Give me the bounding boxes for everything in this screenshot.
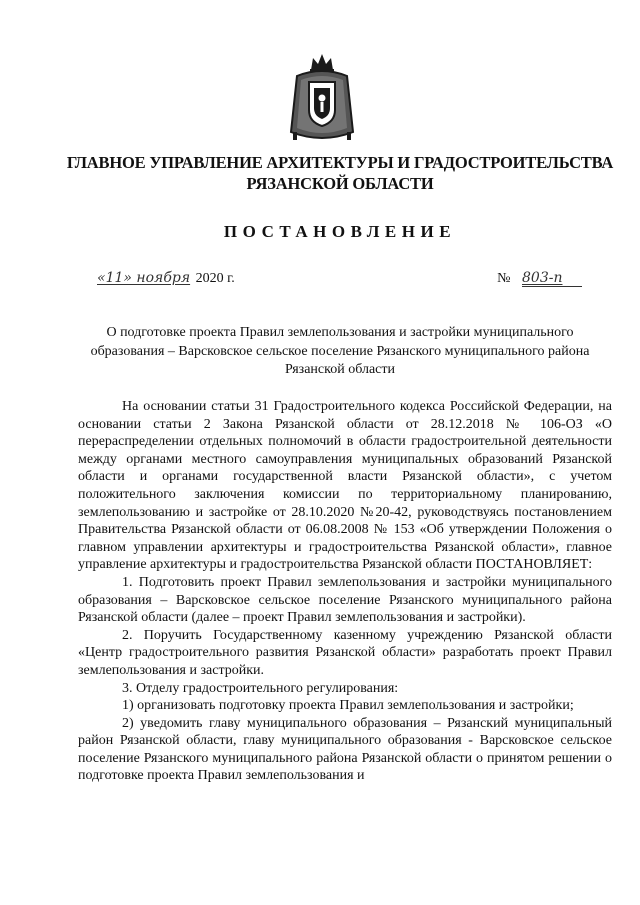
- document-number: [497, 270, 582, 287]
- coat-of-arms-icon: [289, 52, 355, 144]
- preamble-paragraph: На основании статьи 31 Градостроительного кодекса Российской Федерации, на основании статьи 2 Закона Рязанской области от 28.12.2018 № 106-ОЗ «О перераспределении отдельных полномочий в области градостроительной деятельности между органами местного самоуправления муниципальных образований Рязанской области и органами государственной власти Рязанской области», с учетом положительного заключения комиссии по территориальному планированию, землепользованию и застройке от 28.10.2020 №20-42, руководствуясь постановлением Правительства Рязанской области от 06.08.2008 № 153 «Об утверждении Положения о главном управлении архитектуры и градостроительства Рязанской области», главное управление архитектуры и градостроительства Рязанской области ПОСТАНОВЛЯЕТ:: [78, 399, 612, 573]
- document-subject: О подготовке проекта Правил землепользования и застройки муниципального образования – Варсковское сельское поселение Рязанского муниципального района Рязанской области: [90, 325, 590, 377]
- clause-2: 2. Поручить Государственному казенному учреждению Рязанской области «Центр градостроительного развития Рязанской области» разработать проект Правил землепользования и застройки.: [78, 627, 612, 678]
- number-label: №: [497, 271, 511, 286]
- clause-1: 1. Подготовить проект Правил землепользования и застройки муниципального образования – Варсковское сельское поселение Рязанского муниципального района Рязанской области (далее – проект Правил землепользования и застройки).: [78, 574, 612, 626]
- organization-title: [60, 152, 620, 194]
- document-date: [97, 270, 235, 287]
- document-type-heading: ПОСТАНОВЛЕНИЕ: [223, 222, 457, 241]
- organization-title-line1: ГЛАВНОЕ УПРАВЛЕНИЕ АРХИТЕКТУРЫ И ГРАДОСТРОИТЕЛЬСТВА: [66, 153, 614, 172]
- clause-3: 3. Отделу градостроительного регулирования:: [122, 680, 399, 696]
- document-body: [78, 398, 612, 785]
- clause-3-2: 2) уведомить главу муниципального образования – Рязанский муниципальный район Рязанской области, главу муниципального образования - Варсковское сельское поселение Рязанского муниципального района Рязанской области о принятом решении о подготовке проекта Правил землепользования и: [78, 715, 612, 784]
- handwritten-date: «11» ноября: [97, 270, 191, 286]
- organization-title-line2: РЯЗАНСКОЙ ОБЛАСТИ: [246, 174, 434, 193]
- handwritten-number: 803-п: [522, 270, 582, 287]
- date-year: 2020 г.: [195, 271, 235, 286]
- clause-3-1: 1) организовать подготовку проекта Правил землепользования и застройки;: [122, 698, 574, 714]
